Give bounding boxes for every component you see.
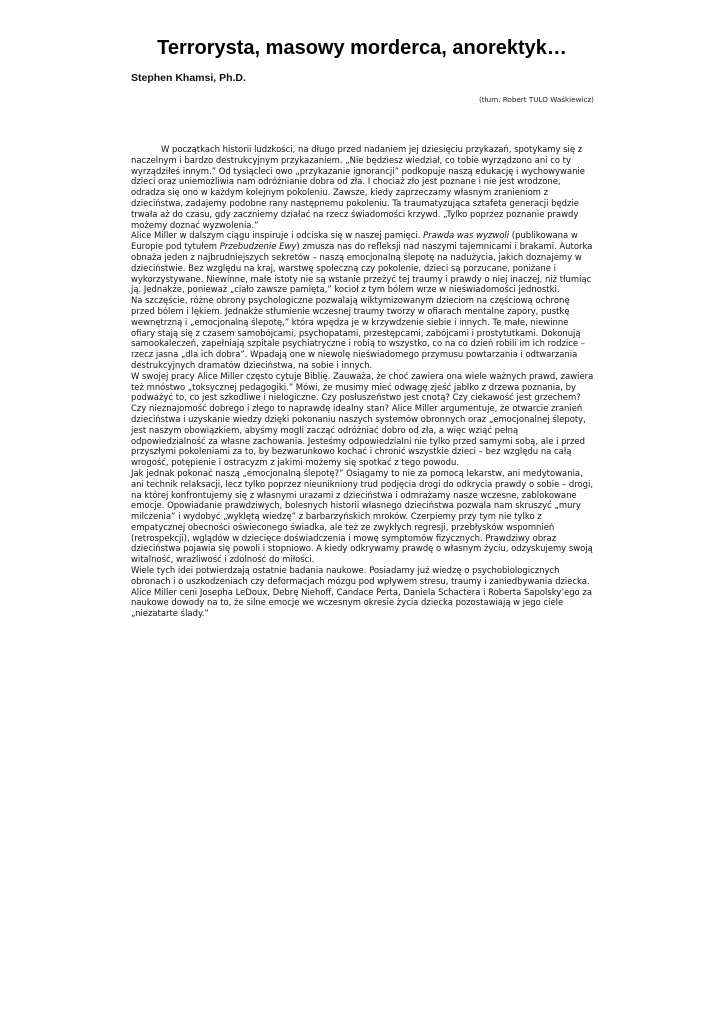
paragraph-6: Wiele tych idei potwierdzają ostatnie badania naukowe. Posiadamy już wiedzę o psychobiologicznych obronach i o uszkodzeniach czy deformacjach mózgu pod wpływem stresu, traumy i zaniedbywania dziecka. Alice Miller ceni Josepha LeDoux, Debrę Niehoff, Candace Perta, Daniela Schactera i Roberta Sapolsky’ego za naukowe dowody na to, że silne emocje we wczesnym okresie życia dziecka pozostawiają w jego ciele „niezatarte ślady.” [131, 565, 592, 619]
paragraph-4: W swojej pracy Alice Miller często cytuje Biblię. Zauważa, że choć zawiera ona wiele ważnych prawd, zawiera też mnóstwo „toksycznej pedagogiki.” Mówi, że musimy mieć odwagę zjeść jabłko z drzewa poznania, by podważyć to, co jest szkodliwe i nielogiczne. Czy posłuszeństwo jest cnotą? Czy ciekawość jest grzechem? Czy nieznajomość dobrego i złego to naprawdę idealny stan? Alice Miller argumentuje, że otwarcie zranień dzieciństwa i uzyskanie wiedzy dzięki pokonaniu naszych systemów obronnych oraz „emocjonalnej ślepoty, jest naszym obowiązkiem, abyśmy mogli zacząć odróżniać dobro od zła, a więc wziąć pełną odpowiedzialność za własne zachowania. Jesteśmy odpowiedzialni nie tylko przed samymi sobą, ale i przed przyszłymi pokoleniami za to, by bezwarunkowo kochać i chronić wszystkie dzieci – bez względu na całą wrogość, potępienie i ostracyzm z jakimi możemy się spotkać z tego powodu. [131, 370, 594, 468]
book-title-przebudzenie: Przebudzenie Ewy [219, 241, 297, 252]
paragraph-5: Jak jednak pokonać naszą „emocjonalną ślepotę?” Osiągamy to nie za pomocą lekarstw, ani medytowania, ani technik relaksacji, lecz tylko poprzez nieunikniony trud podjęcia drogi do odkrycia prawdy o sobie – drogi, na której konfrontujemy się z własnymi urazami z dzieciństwa i odmrażamy nasze wczesne, zablokowane emocje. Opowiadanie prawdziwych, bolesnych historii własnego dzieciństwa pozwala nam skruszyć „mury milczenia” i wydobyć „wyklętą wiedzę” z barbarzyńskich mroków. Czerpiemy przy tym nie tylko z empatycznej obecności oświeconego świadka, ale też ze zwykłych regresji, przebłysków wspomnień (retrospekcji), wglądów w dziecięce doświadczenia i mowę symptomów fizycznych. Prawdziwy obraz dzieciństwa pojawia się powoli i stopniowo. A kiedy odkrywamy prawdę o własnym życiu, odzyskujemy swoją witalność, wrażliwość i zdolność do miłości. [131, 467, 594, 565]
document-title: Terrorysta, masowy morderca, anorektyk… [157, 37, 567, 59]
paragraph-1: W początkach historii ludzkości, na długo przed nadaniem jej dziesięciu przykazań, spotykamy się z naczelnym i bardzo destrukcyjnym przykazaniem. „Nie będziesz wiedział, co tobie wyrządzono ani co ty wyrządziłeś innym.” Od tysiącleci owo „przykazanie ignorancji” podkopuje naszą edukację i wychowywanie dzieci oraz uniemożliwia nam odróżnianie dobra od zła. I chociaż zło jest poznane i nie jest wrodzone, odradza się ono w każdym kolejnym pokoleniu. Zawsze, kiedy zaprzeczamy własnym zranieniom z dzieciństwa, zadajemy podobne rany następnemu pokoleniu. Ta traumatyzująca sztafeta generacji będzie trwała aż do czasu, gdy zaczniemy działać na rzecz świadomości krzywd. „Tylko poprzez poznanie prawdy możemy doznać wyzwolenia.” [131, 144, 585, 230]
paragraph-2: Alice Miller w dalszym ciągu inspiruje i odciska się w naszej pamięci. Prawda was wyzwoli (publikowana w Europie pod tytułem Przebudzenie Ewy) zmusza nas do refleksji nad naszymi tajemnicami i brakami. Autorka obnaża jeden z najbrudniejszych sekretów – naszą emocjonalną ślepotę na nadużycia, jakich doznajemy w dzieciństwie. Bez względu na kraj, warstwę społeczną czy pokolenie, dzieci są porzucane, poniżane i wykorzystywane. Niewinne, małe istoty nie są wstanie przeżyć tej traumy i prawdy o niej inaczej, niż tłumiąc ją. Jednakże, ponieważ „ciało zawsze pamięta,” kocioł z tym bólem wrze w nieświadomości jednostki. [131, 230, 593, 295]
book-title-prawda: Prawda was wyzwoli [423, 230, 510, 241]
author-name: Stephen Khamsi, Ph.D. [131, 72, 246, 84]
article-body [131, 144, 595, 619]
translator-credit: (tłum. Robert TULO Waśkiewicz) [478, 95, 594, 104]
paragraph-3: Na szczęście, różne obrony psychologiczne pozwalają wiktymizowanym dzieciom na częściową ochronę przed bólem i lękiem. Jednakże stłumienie wczesnej traumy tworzy w ofiarach mentalne zapory, pustkę wewnętrzną i „emocjonalną ślepotę,” która wpędza je w krzywdzenie siebie i innych. Te małe, niewinne ofiary stają się z czasem samobójcami, psychopatami, przestępcami, zabójcami i prostytutkami. Dokonują samookaleczeń, zapełniają szpitale psychiatryczne i robią to wszystko, co na co dzień robili im ich rodzice – rzecz jasna „dla ich dobra”. Wpadają one w niewolę nieświadomego przymusu powtarzania i odtwarzania destrukcyjnych dramatów dzieciństwa, na sobie i innych. [131, 295, 585, 370]
